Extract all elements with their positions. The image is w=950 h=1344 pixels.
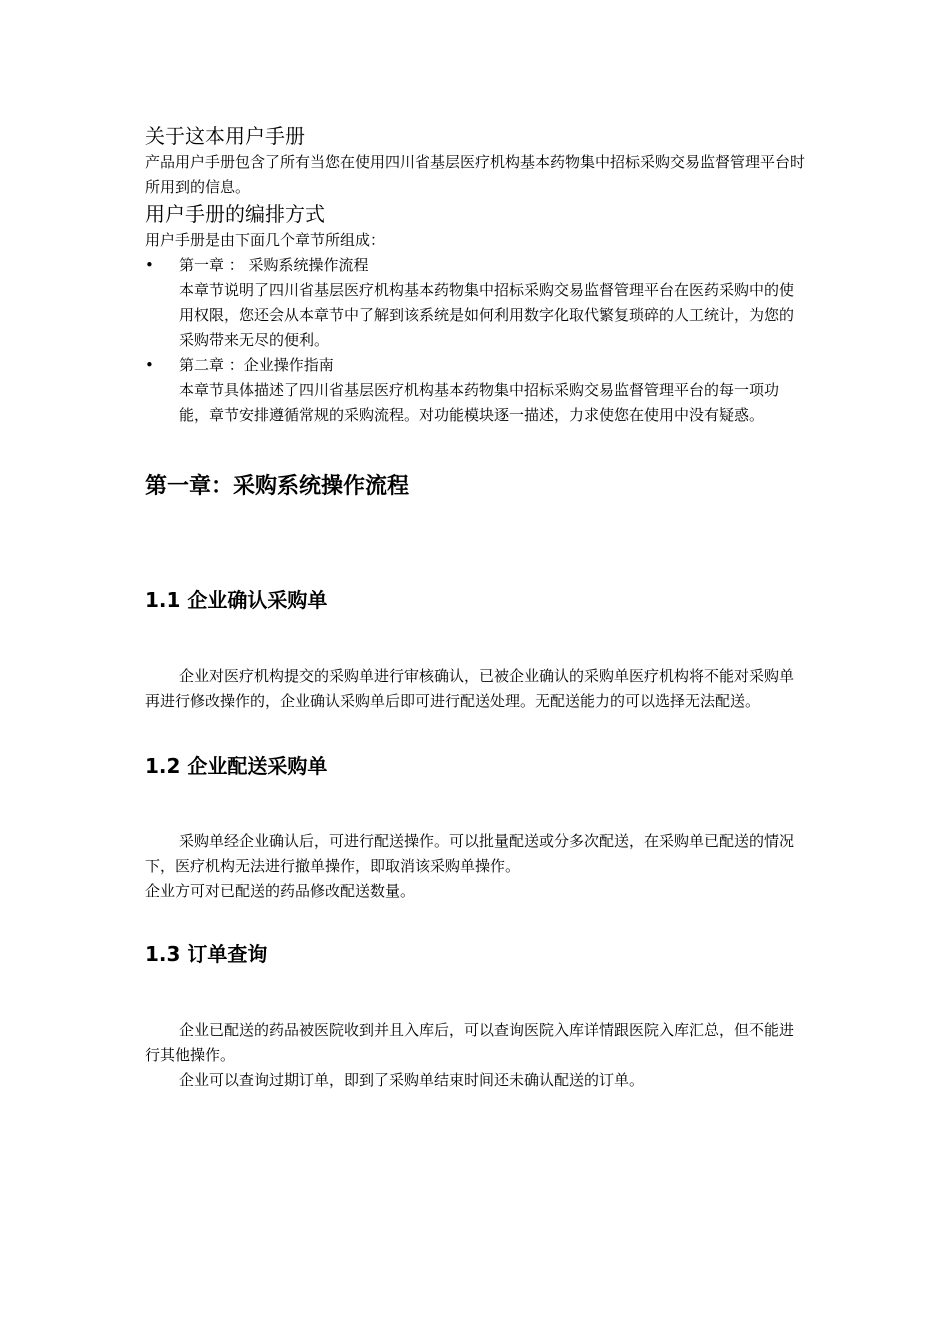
document-page (145, 122, 807, 1093)
bullet-icon: • (145, 256, 154, 274)
list-item (145, 253, 807, 353)
section-title: 1.3 订单查询 (145, 942, 268, 966)
section-paragraph: 企业可以查询过期订单，即到了采购单结束时间还未确认配送的订单。 (179, 1071, 645, 1089)
section-paragraph: 采购单经企业确认后，可进行配送操作。可以批量配送或分多次配送，在采购单已配送的情况下，医疗机构无法进行撤单操作，即取消该采购单操作。 (145, 832, 795, 875)
layout-title: 用户手册的编排方式 (145, 202, 325, 226)
chapter-title: 第一章：采购系统操作流程 (145, 474, 410, 499)
list-item (145, 353, 807, 428)
section-title: 1.2 企业配送采购单 (145, 754, 328, 778)
layout-intro: 用户手册是由下面几个章节所组成： (145, 231, 386, 249)
section-paragraph: 企业方可对已配送的药品修改配送数量。 (145, 882, 416, 900)
section-paragraph: 企业已配送的药品被医院收到并且入库后，可以查询医院入库详情跟医院入库汇总，但不能进行其他操作。 (145, 1021, 795, 1064)
about-text: 产品用户手册包含了所有当您在使用四川省基层医疗机构基本药物集中招标采购交易监督管理平台时所用到的信息。 (145, 153, 806, 196)
list-item-heading: 第一章 ： 采购系统操作流程 (179, 256, 369, 274)
list-item-description: 本章节具体描述了四川省基层医疗机构基本药物集中招标采购交易监督管理平台的每一项功能，章节安排遵循常规的采购流程。对功能模块逐一描述，力求使您在使用中没有疑惑。 (179, 381, 780, 424)
section-paragraph: 企业对医疗机构提交的采购单进行审核确认，已被企业确认的采购单医疗机构将不能对采购单再进行修改操作的，企业确认采购单后即可进行配送处理。无配送能力的可以选择无法配送。 (145, 667, 795, 710)
section-title: 1.1 企业确认采购单 (145, 588, 328, 612)
bullet-icon: • (145, 356, 154, 374)
list-item-description: 本章节说明了四川省基层医疗机构基本药物集中招标采购交易监督管理平台在医药采购中的使用权限，您还会从本章节中了解到该系统是如何利用数字化取代繁复琐碎的人工统计，为您的采购带来无尽的便利。 (179, 281, 795, 349)
list-item-heading: 第二章 ：企业操作指南 (179, 356, 334, 374)
about-title: 关于这本用户手册 (145, 124, 305, 148)
